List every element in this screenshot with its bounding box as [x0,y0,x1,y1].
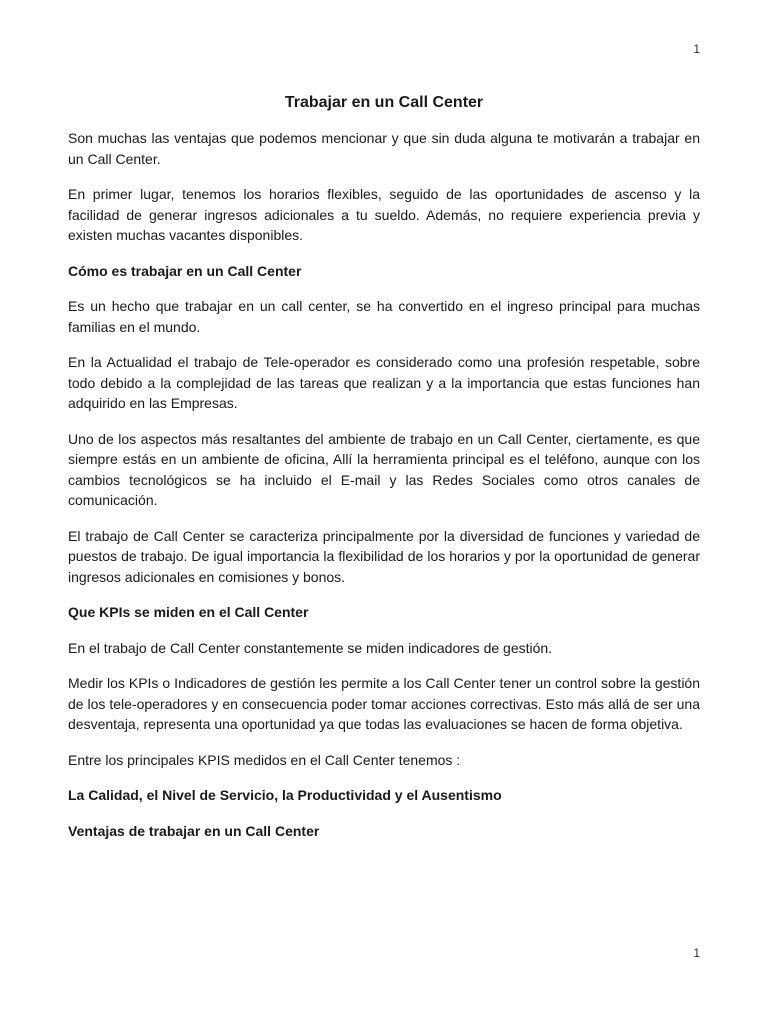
paragraph: Es un hecho que trabajar en un call center, se ha convertido en el ingreso principal para muchas familias en el mundo. [68,298,700,335]
paragraph: Uno de los aspectos más resaltantes del ambiente de trabajo en un Call Center, ciertamente, es que siempre estás en un ambiente de oficina, Allí la herramienta principal es el teléfono, aunque con los cambios tecnológicos se ha incluido el E-mail y las Redes Sociales como otros canales de comunicación. [68,430,700,508]
paragraph: En la Actualidad el trabajo de Tele-operador es considerado como una profesión respetable, sobre todo debido a la complejidad de las tareas que realizan y a la importancia que estas funciones han adquirido en las Empresas. [68,354,700,411]
document-title: Trabajar en un Call Center [284,94,484,111]
paragraph: Entre los principales KPIS medidos en el Call Center tenemos : [68,751,461,768]
paragraph: El trabajo de Call Center se caracteriza principalmente por la diversidad de funciones y variedad de puestos de trabajo. De igual importancia la flexibilidad de los horarios y por la oportunidad de generar ingresos adicionales en comisiones y bonos. [68,527,700,585]
section-heading: La Calidad, el Nivel de Servicio, la Productividad y el Ausentismo [68,787,502,803]
page-number-bottom: 1 [693,946,700,960]
section-heading: Que KPIs se miden en el Call Center [68,604,309,620]
section-heading: Cómo es trabajar en un Call Center [68,262,302,279]
section-heading: Ventajas de trabajar en un Call Center [68,822,320,839]
page-number-top: 1 [693,42,700,56]
paragraph: Medir los KPIs o Indicadores de gestión les permite a los Call Center tener un control sobre la gestión de los tele-operadores y en consecuencia poder tomar acciones correctivas. Esto más allá de ser una desventaja, representa una oportunidad ya que todas las evaluaciones se hacen de forma objetiva. [68,675,700,732]
paragraph: Son muchas las ventajas que podemos mencionar y que sin duda alguna te motivarán a trabajar en un Call Center. [68,130,700,167]
paragraph: En primer lugar, tenemos los horarios flexibles, seguido de las oportunidades de ascenso y la facilidad de generar ingresos adicionales a tu sueldo. Además, no requiere experiencia previa y existen muchas vacantes disponibles. [68,186,700,243]
document-body [68,92,700,856]
paragraph: En el trabajo de Call Center constantemente se miden indicadores de gestión. [68,639,553,656]
